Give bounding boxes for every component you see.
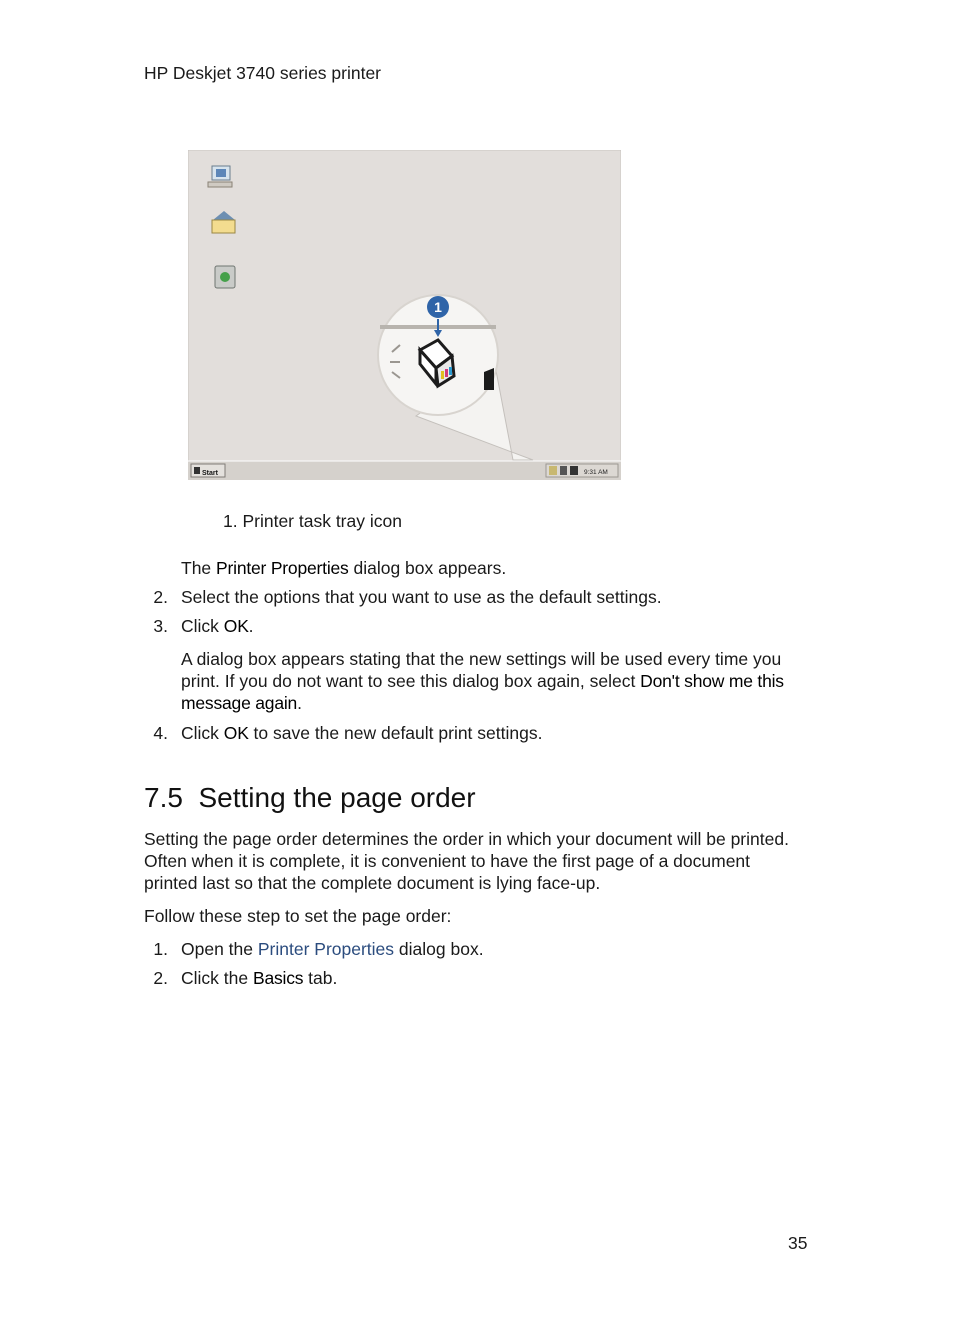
my-computer-icon xyxy=(208,166,232,187)
desktop-screenshot-figure xyxy=(188,150,621,480)
bold-term-basics: Basics xyxy=(252,968,304,988)
tray-clock: 9:31 AM xyxy=(584,469,608,476)
desktop-illustration xyxy=(188,150,621,480)
list-number: 3. xyxy=(153,616,168,636)
text-run: Click xyxy=(181,616,224,636)
text-run: . xyxy=(297,693,302,713)
bold-term-ok: OK xyxy=(223,723,249,743)
text-run: . xyxy=(248,616,254,636)
text-run: Click the xyxy=(181,968,253,988)
paragraph-line: Setting the page order determines the order in which your document will be printed. xyxy=(144,829,789,849)
paragraph-line: Often when it is complete, it is convenient to have the first page of a document xyxy=(144,851,751,871)
text-run: tab. xyxy=(303,968,338,988)
bold-term-printer-properties: Printer Properties xyxy=(216,558,349,578)
zoomed-task-tray xyxy=(378,295,498,415)
paragraph-line: printed last so that the complete document is lying face-up. xyxy=(144,873,601,893)
printer-properties-link[interactable]: Printer Properties xyxy=(257,939,395,959)
text-run: Click xyxy=(181,723,224,743)
list-number: 2. xyxy=(153,968,168,988)
list-number: 2. xyxy=(153,587,168,607)
taskbar xyxy=(188,461,621,480)
figure-caption: 1. Printer task tray icon xyxy=(223,511,402,531)
recycle-bin-icon xyxy=(215,266,235,288)
callout-number: 1 xyxy=(434,299,442,315)
start-button-label: Start xyxy=(202,470,218,477)
text-run: to save the new default print settings. xyxy=(248,723,543,743)
text-run: The xyxy=(181,558,217,578)
section-paragraph xyxy=(144,828,834,894)
text-run: print. If you do not want to see this dialog box again, select xyxy=(181,671,641,691)
bold-term-ok: OK xyxy=(223,616,249,636)
list-number: 4. xyxy=(153,723,168,743)
section-heading: 7.5 Setting the page order xyxy=(144,782,476,813)
step-3-note xyxy=(181,648,831,714)
running-header: HP Deskjet 3740 series printer xyxy=(144,63,382,83)
list-number: 1. xyxy=(153,939,168,959)
note-line: A dialog box appears stating that the new settings will be used every time you xyxy=(181,649,782,669)
bold-term-dont-show: Don't show me this xyxy=(640,671,784,691)
follow-steps-text: Follow these step to set the page order: xyxy=(144,906,452,926)
text-run: dialog box appears. xyxy=(348,558,507,578)
bold-term-message-again: message again xyxy=(181,693,298,713)
text-run: Open the xyxy=(181,939,258,959)
text-run: dialog box. xyxy=(394,939,484,959)
intro-sentence xyxy=(181,557,506,579)
list-text: Select the options that you want to use as the default settings. xyxy=(181,587,662,607)
page-number: 35 xyxy=(788,1233,808,1253)
